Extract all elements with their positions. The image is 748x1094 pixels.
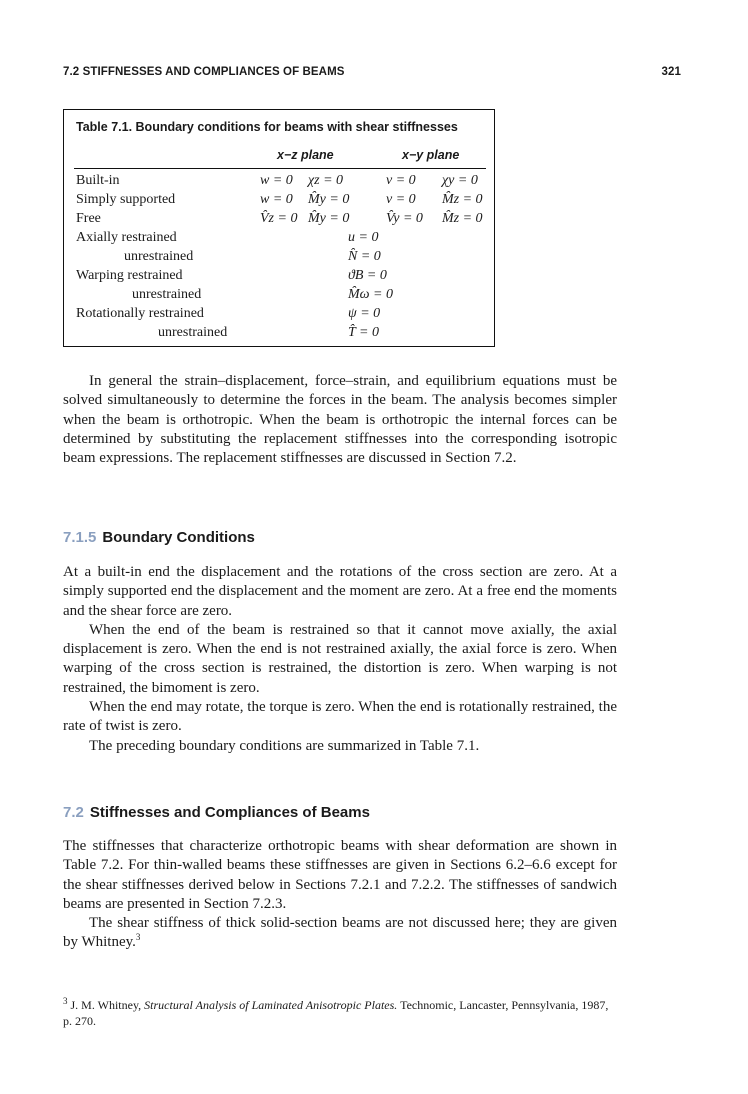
condition-cell: M̂z = 0 [442,211,483,226]
table-caption-label: Table 7.1. [76,120,133,134]
condition-cell: M̂z = 0 [442,192,483,207]
paragraph: The shear stiffness of thick solid-section beams are not discussed here; they are given by Whitney.$^3$ [63,915,617,951]
row-label: Simply supported [76,192,176,207]
boundary-conditions-table [63,109,495,347]
row-label: Warping restrained [76,268,183,283]
table-row [64,192,496,211]
row-label: unrestrained [132,287,202,302]
running-head [63,66,683,78]
condition-cell: v = 0 [386,173,416,188]
condition-cell: N̂ = 0 [348,249,381,264]
table-row [64,249,496,268]
column-header-xz: x−z plane [277,148,334,162]
condition-cell: M̂ω = 0 [348,287,393,302]
section-heading-boundary-conditions [63,529,255,546]
running-head-title: 7.2 STIFFNESSES AND COMPLIANCES OF BEAMS [63,66,345,78]
condition-cell: M̂y = 0 [308,192,350,207]
table-row [64,325,496,344]
condition-cell: w = 0 [260,173,293,188]
table-row [64,173,496,192]
condition-cell: v = 0 [386,192,416,207]
table-header-rule [74,168,486,169]
table-caption [76,120,458,134]
section-number: 7.2 [63,804,84,821]
paragraph: When the end may rotate, the torque is zero. When the end is rotationally restrained, the rate of twist is zero. [63,699,617,735]
footnote [63,998,617,1029]
footnote-number: 3 [63,996,68,1006]
boundary-conditions-text [63,563,617,756]
paragraph: The stiffnesses that characterize orthotropic beams with shear deformation are shown in Table 7.2. For thin-walled beams these stiffnesses are given in Sections 6.2–6.6 except for the shear stiffnesses derived below in Sections 7.2.1 and 7.2.2. The stiffnesses of sandwich beams are presented in Section 7.2.3. [63,838,617,912]
footnote-reference: 3 [135,932,141,943]
condition-cell: V̂y = 0 [386,211,423,226]
condition-cell: χy = 0 [442,173,478,188]
paragraph: When the end of the beam is restrained so that it cannot move axially, the axial displacement is zero. When the end is not restrained axially, the axial force is zero. When warping of the cross section is restrained, the distortion is zero. When warping is not restrained, the bimoment is zero. [63,621,617,696]
section-heading-stiffnesses [63,804,370,821]
table-row [64,306,496,325]
section-title: Boundary Conditions [102,529,255,546]
row-label: unrestrained [158,325,228,340]
page-number: 321 [661,66,681,78]
table-row [64,230,496,249]
condition-cell: V̂z = 0 [260,211,298,226]
table-caption-text: Boundary conditions for beams with shear stiffnesses [135,120,458,134]
row-label: Built-in [76,173,120,188]
intro-paragraph: In general the strain–displacement, force–strain, and equilibrium equations must be solved simultaneously to determine the forces in the beam. The analysis becomes simpler when the beam is orthotropic. When the beam is orthotropic the internal forces can be determined by substituting the replacement stiffnesses into the corresponding isotropic beam expressions. The replacement stiffnesses are discussed in Section 7.2. [63,373,617,467]
paragraph: At a built-in end the displacement and the rotations of the cross section are zero. At a simply supported end the displacement and the moment are zero. At a free end the moments and the shear force are zero. [63,564,617,619]
condition-cell: χz = 0 [308,173,344,188]
condition-cell: u = 0 [348,230,379,245]
footnote-author: J. M. Whitney, [70,998,142,1012]
section-number: 7.1.5 [63,529,97,546]
condition-cell: ϑB = 0 [348,268,387,283]
row-label: unrestrained [124,249,194,264]
column-header-xy: x−y plane [402,148,460,162]
row-label: Rotationally restrained [76,306,204,321]
condition-cell: ψ = 0 [348,306,381,321]
condition-cell: T̂ = 0 [348,325,379,340]
paragraph: The preceding boundary conditions are summarized in Table 7.1. [89,737,480,754]
section-title: Stiffnesses and Compliances of Beams [89,804,370,821]
stiffnesses-text [63,837,617,953]
row-label: Axially restrained [76,230,177,245]
footnote-title: Structural Analysis of Laminated Anisotropic Plates. [144,998,398,1012]
table-row [64,211,496,230]
footnote-rest: Technomic, Lancaster, Pennsylvania, 1987, p. 270. [63,998,609,1028]
row-label: Free [76,211,101,226]
table-row [64,268,496,287]
table-row [64,287,496,306]
condition-cell: M̂y = 0 [308,211,350,226]
condition-cell: w = 0 [260,192,293,207]
